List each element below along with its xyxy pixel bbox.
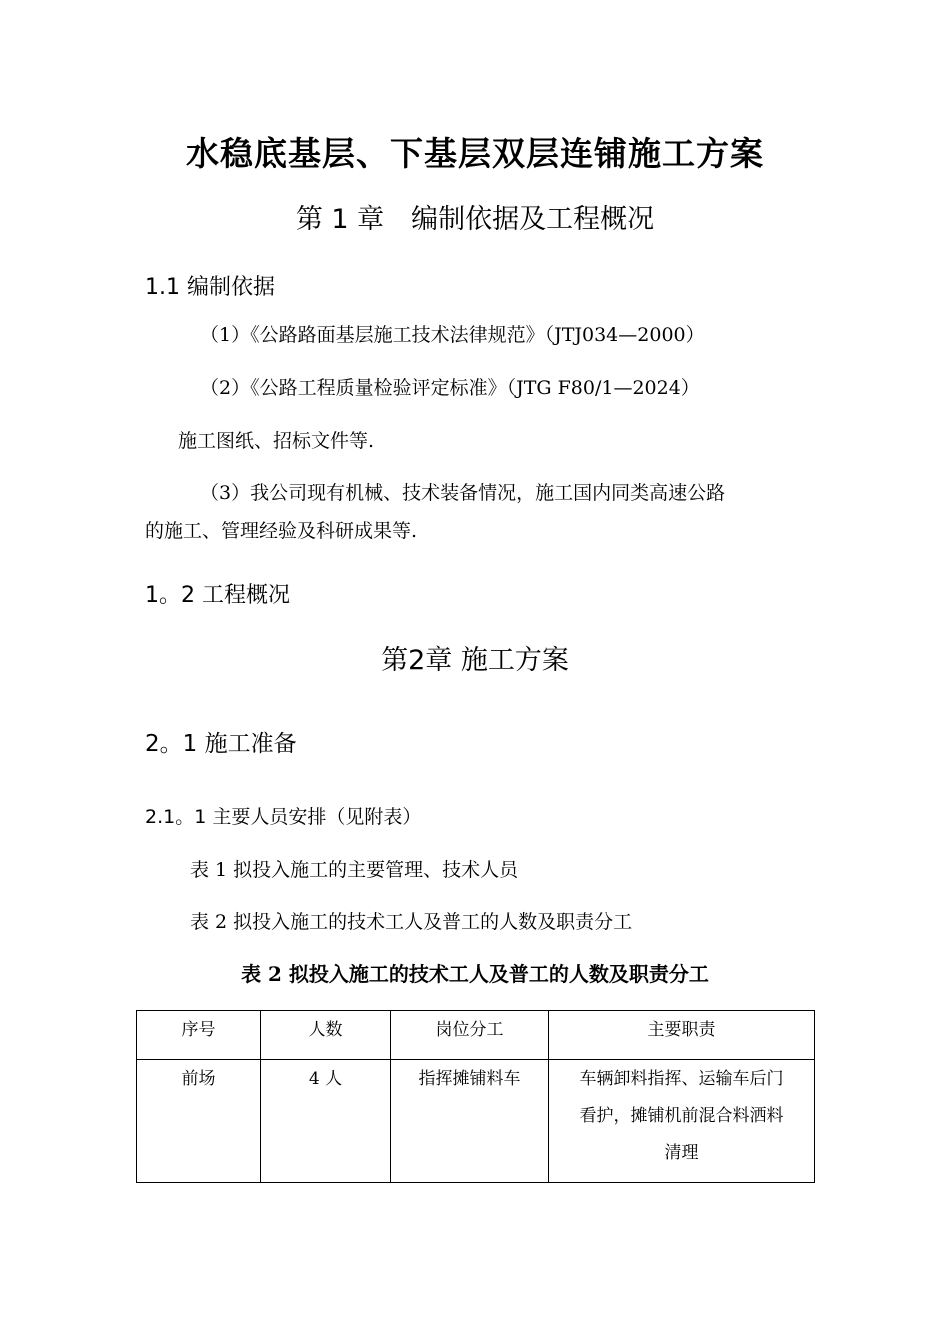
table-2-reference: 表 2 拟投入施工的技术工人及普工的人数及职责分工 bbox=[190, 911, 633, 933]
table-1-reference: 表 1 拟投入施工的主要管理、技术人员 bbox=[190, 859, 519, 881]
header-duty: 主要职责 bbox=[549, 1011, 815, 1060]
cell-seq: 前场 bbox=[137, 1060, 261, 1183]
table-row bbox=[137, 1060, 815, 1183]
basis-item-1: （1）《公路路面基层施工技术法律规范》（JTJ034—2000） bbox=[200, 324, 705, 346]
duty-line: 车辆卸料指挥、运输车后门 bbox=[579, 1069, 784, 1089]
section-1-2-heading: 1。2 工程概况 bbox=[145, 583, 290, 608]
duty-line: 看护，摊铺机前混合料洒料 bbox=[579, 1106, 784, 1126]
header-role: 岗位分工 bbox=[391, 1011, 549, 1060]
basis-item-3-line-1: （3）我公司现有机械、技术装备情况，施工国内同类高速公路 bbox=[200, 482, 726, 504]
section-1-1-heading: 1.1 编制依据 bbox=[145, 275, 275, 300]
cell-role: 指挥摊铺料车 bbox=[391, 1060, 549, 1183]
basis-item-2: （2）《公路工程质量检验评定标准》（JTG F80/1—2024） bbox=[200, 377, 700, 399]
staff-duty-table bbox=[136, 1010, 815, 1183]
duty-line: 清理 bbox=[664, 1143, 699, 1163]
header-seq: 序号 bbox=[137, 1011, 261, 1060]
table-header-row bbox=[137, 1011, 815, 1060]
chapter-1-heading: 第 1 章 编制依据及工程概况 bbox=[295, 204, 655, 235]
cell-count: 4 人 bbox=[261, 1060, 391, 1183]
section-2-1-1-heading: 2.1。1 主要人员安排（见附表） bbox=[145, 806, 422, 828]
table-caption: 表 2 拟投入施工的技术工人及普工的人数及职责分工 bbox=[241, 962, 709, 986]
chapter-2-heading: 第2章 施工方案 bbox=[381, 645, 569, 676]
basis-item-drawings: 施工图纸、招标文件等. bbox=[178, 430, 375, 452]
basis-item-3-line-2: 的施工、管理经验及科研成果等. bbox=[145, 520, 418, 542]
document-title: 水稳底基层、下基层双层连铺施工方案 bbox=[186, 134, 764, 173]
section-2-1-heading: 2。1 施工准备 bbox=[145, 731, 297, 757]
cell-duty bbox=[549, 1060, 815, 1183]
header-count: 人数 bbox=[261, 1011, 391, 1060]
